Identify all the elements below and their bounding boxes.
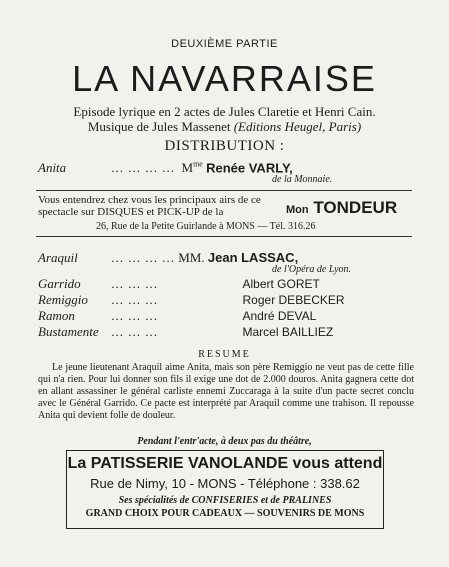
role-name: Garrido [38, 276, 81, 291]
advert-address: 26, Rue de la Petite Guirlande à MONS — Tél. 316.26 [96, 221, 316, 232]
singer-name: Albert GORET [242, 277, 320, 291]
honorific: $M^{me}$ [178, 160, 203, 176]
divider [36, 236, 412, 237]
singer-name: Jean LASSAC, [207, 250, 299, 265]
advert-brand [286, 198, 397, 218]
role-name: Bustamente [38, 324, 99, 339]
dot-leader: ... ... ... ... [111, 160, 175, 176]
singer-affiliation: de la Monnaie. [272, 174, 333, 185]
role-name: Remiggio [38, 292, 88, 307]
resume-heading: RESUME [198, 349, 251, 360]
cast-row [38, 250, 298, 266]
cast-row [38, 292, 345, 308]
tondeur-advert [38, 194, 412, 232]
honorific-suffix: me [193, 160, 203, 169]
patisserie-gifts: GRAND CHOIX POUR CADEAUX — SOUVENIRS DE MONS [85, 508, 365, 519]
opera-title: LA NAVARRAISE [72, 58, 377, 99]
cast-row [38, 308, 316, 324]
singer-affiliation: de l'Opéra de Lyon. [272, 264, 352, 275]
subtitle-line-1: Episode lyrique en 2 actes de Jules Claretie et Henri Cain. [73, 104, 376, 119]
role-name: Anita [38, 160, 67, 176]
patisserie-specialties: Ses spécialités de CONFISERIES et de PRALINES [118, 495, 332, 506]
cast-row [38, 276, 320, 292]
singer-name: Renée VARLY, [206, 160, 293, 176]
cast-row-anita [38, 160, 293, 176]
brand-prefix: Mon [286, 204, 309, 216]
part-heading: DEUXIÈME PARTIE [171, 38, 278, 50]
patisserie-advert-box [66, 450, 384, 529]
divider [36, 190, 412, 191]
role-name: Araquil [38, 250, 78, 265]
dot-leader: ... ... ... [111, 308, 158, 323]
singer-name: André DEVAL [242, 309, 317, 323]
honorific: MM. [178, 250, 205, 265]
singer-name: Marcel BAILLIEZ [242, 325, 334, 339]
dot-leader: ... ... ... [111, 324, 158, 339]
dot-leader: ... ... ... [111, 292, 158, 307]
role-name: Ramon [38, 308, 75, 323]
brand-name: TONDEUR [313, 198, 398, 217]
subtitle-music: Musique de Jules Massenet [87, 119, 234, 134]
entracte-line: Pendant l'entr'acte, à deux pas du théâtre, [137, 436, 312, 447]
patisserie-headline: La PATISSERIE VANOLANDE vous attend [67, 455, 383, 472]
publisher: (Editions Heugel, Paris) [233, 119, 362, 134]
cast-row [38, 324, 333, 340]
distribution-heading: DISTRIBUTION : [164, 138, 285, 154]
dot-leader: ... ... ... ... [111, 250, 175, 265]
advert-text: Vous entendrez chez vous les principaux airs de ce spectacle sur DISQUES et PICK-UP de la [38, 194, 261, 218]
resume-text: Le jeune lieutenant Araquil aime Anita, mais son père Remiggio ne veut pas de cette fille qui n'a rien. Pour lui donner son fils il exige une dot de 2.000 douros. Anita gagnera cette dot en allant assassiner le général carliste ennemi Zuccaraga à la suite d'un pacte secret conclu avec le Général Garrido. Ce pacte est interprété par Araquil comme une trahison. Il repousse Anita qui devient folle de douleur. [38, 362, 414, 421]
subtitle-line-2 [0, 119, 449, 134]
singer-name: Roger DEBECKER [242, 293, 345, 307]
dot-leader: ... ... ... [111, 276, 158, 291]
subtitle [0, 104, 449, 134]
patisserie-address: Rue de Nimy, 10 - MONS - Téléphone : 338.62 [90, 476, 360, 491]
